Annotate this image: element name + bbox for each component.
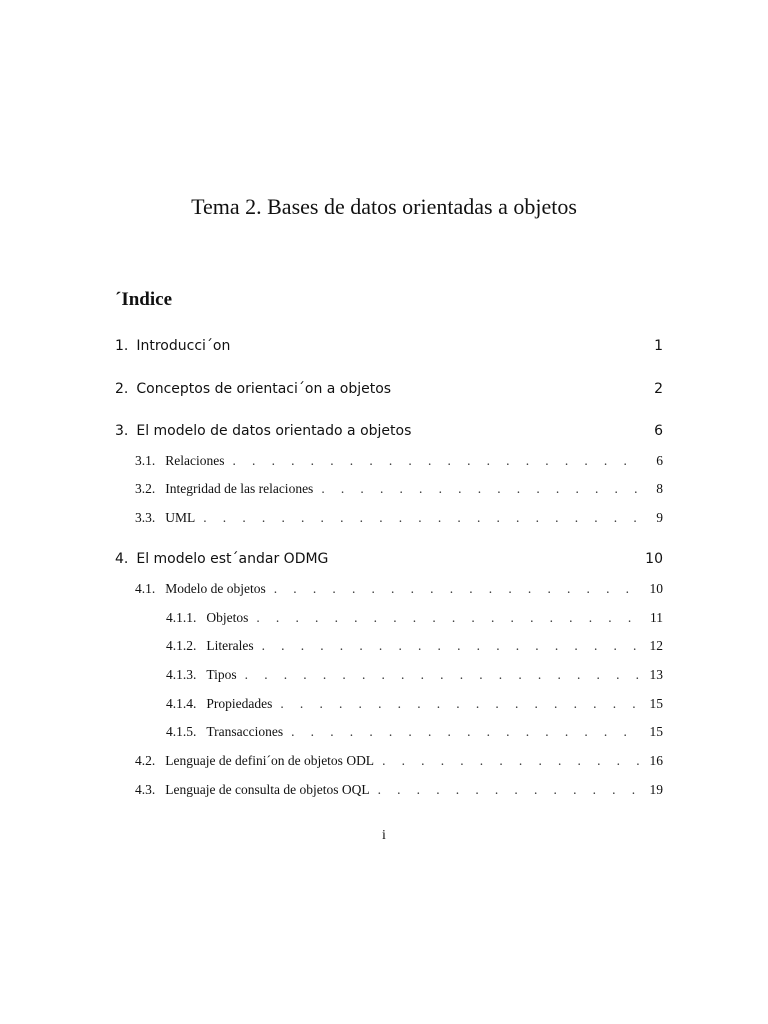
toc-entry-page: 13 <box>649 667 663 682</box>
toc-entry-number: 3. <box>115 423 129 439</box>
toc-entry-section-2[interactable] <box>115 379 663 399</box>
page-number-footer: i <box>382 828 386 843</box>
toc-entry-subsection-3-1[interactable] <box>135 451 663 471</box>
toc-entry-number: 4.1.3. <box>166 667 197 682</box>
toc-entry-subsection-3-2[interactable] <box>135 479 663 499</box>
toc-entry-title: Literales <box>206 638 254 653</box>
toc-entry-number: 4.3. <box>135 782 156 797</box>
toc-entry-number: 4.1.2. <box>166 638 197 653</box>
toc-entry-page: 16 <box>649 753 663 768</box>
toc-dot-leader <box>262 636 641 656</box>
toc-entry-subsubsection-4-1-5[interactable] <box>166 722 663 742</box>
toc-entry-page: 8 <box>656 481 663 496</box>
toc-entry-title: El modelo de datos orientado a objetos <box>136 423 412 439</box>
document-title: Tema 2. Bases de datos orientadas a objetos <box>191 194 577 219</box>
toc-dot-leader <box>203 508 641 528</box>
toc-entry-number: 1. <box>115 338 129 354</box>
toc-heading: ´Indice <box>115 289 172 310</box>
toc-entry-number: 4.1.4. <box>166 696 197 711</box>
toc-entry-number: 3.3. <box>135 510 156 525</box>
toc-entry-title: Relaciones <box>165 453 225 468</box>
toc-entry-title: UML <box>165 510 196 525</box>
toc-entry-number: 4.1.1. <box>166 610 197 625</box>
toc-entry-section-1[interactable] <box>115 336 663 356</box>
toc-entry-title: Modelo de objetos <box>165 581 266 596</box>
toc-entry-title: Lenguaje de consulta de objetos OQL <box>165 782 370 797</box>
toc-entry-subsubsection-4-1-3[interactable] <box>166 665 663 685</box>
toc-entry-page: 19 <box>649 782 663 797</box>
toc-dot-leader <box>382 751 641 771</box>
toc-entry-title: El modelo est´andar ODMG <box>136 551 329 567</box>
toc-dot-leader <box>245 665 641 685</box>
toc-entry-subsubsection-4-1-2[interactable] <box>166 636 663 656</box>
toc-entry-number: 4.2. <box>135 753 156 768</box>
toc-entry-title: Integridad de las relaciones <box>165 481 314 496</box>
toc-dot-leader <box>232 451 641 471</box>
toc-dot-leader <box>274 579 641 599</box>
toc-entry-title: Introducci´on <box>136 338 231 354</box>
toc-entry-subsubsection-4-1-1[interactable] <box>166 608 663 628</box>
toc-entry-page: 6 <box>654 423 663 439</box>
toc-entry-title: Transacciones <box>206 724 284 739</box>
toc-entry-section-4[interactable] <box>115 549 663 569</box>
toc-entry-number: 3.2. <box>135 481 156 496</box>
toc-entry-page: 6 <box>656 453 663 468</box>
toc-entry-page: 11 <box>650 610 663 625</box>
toc-entry-page: 12 <box>649 638 663 653</box>
toc-entry-page: 2 <box>654 381 663 397</box>
toc-entry-page: 15 <box>649 696 663 711</box>
toc-entry-subsubsection-4-1-4[interactable] <box>166 694 663 714</box>
toc-dot-leader <box>291 722 641 742</box>
toc-dot-leader <box>321 479 641 499</box>
toc-entry-page: 10 <box>649 581 663 596</box>
toc-entry-page: 10 <box>645 551 663 567</box>
toc-entry-page: 9 <box>656 510 663 525</box>
toc-entry-subsection-4-3[interactable] <box>135 780 663 800</box>
toc-dot-leader <box>256 608 641 628</box>
toc-entry-number: 3.1. <box>135 453 156 468</box>
toc-entry-page: 1 <box>654 338 663 354</box>
toc-entry-title: Propiedades <box>206 696 273 711</box>
toc-dot-leader <box>378 780 641 800</box>
toc-entry-section-3[interactable] <box>115 421 663 441</box>
toc-entry-number: 4.1. <box>135 581 156 596</box>
toc-entry-subsection-3-3[interactable] <box>135 508 663 528</box>
toc-entry-title: Conceptos de orientaci´on a objetos <box>136 381 392 397</box>
toc-entry-number: 4.1.5. <box>166 724 197 739</box>
toc-entry-page: 15 <box>649 724 663 739</box>
toc-entry-title: Tipos <box>206 667 237 682</box>
toc-entry-title: Lenguaje de defini´on de objetos ODL <box>165 753 375 768</box>
toc-entry-subsection-4-1[interactable] <box>135 579 663 599</box>
toc-entry-number: 4. <box>115 551 129 567</box>
toc-entry-number: 2. <box>115 381 129 397</box>
toc-dot-leader <box>280 694 641 714</box>
toc-entry-subsection-4-2[interactable] <box>135 751 663 771</box>
toc-entry-title: Objetos <box>206 610 249 625</box>
